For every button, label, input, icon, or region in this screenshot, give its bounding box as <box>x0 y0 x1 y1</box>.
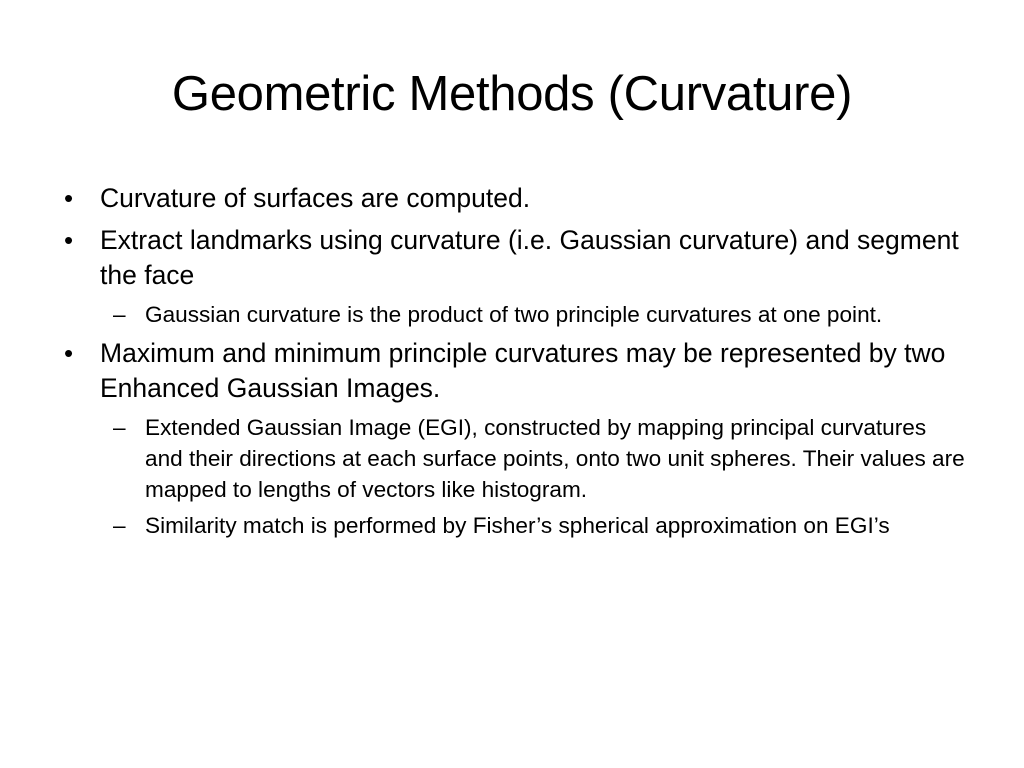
bullet-dot-icon: • <box>64 338 74 368</box>
sub-bullet-item <box>60 299 970 330</box>
bullet-list <box>60 181 970 547</box>
sub-bullet-item <box>60 412 970 505</box>
bullet-text: Extract landmarks using curvature (i.e. Gaussian curvature) and segment the face <box>100 225 959 290</box>
bullet-text: Curvature of surfaces are computed. <box>100 183 531 213</box>
bullet-dot-icon: • <box>64 225 74 255</box>
bullet-item <box>60 181 970 216</box>
bullet-text: Maximum and minimum principle curvatures may be represented by two Enhanced Gaussian Images. <box>100 338 946 403</box>
sub-bullet-text: Extended Gaussian Image (EGI), constructed by mapping principal curvatures and their directions at each surface points, onto two unit spheres. Their values are mapped to lengths of vectors like histogram. <box>145 415 965 502</box>
sub-bullet-text: Similarity match is performed by Fisher’s spherical approximation on EGI’s <box>145 513 890 538</box>
bullet-dot-icon: • <box>64 183 74 213</box>
slide-title: Geometric Methods (Curvature) <box>171 67 853 121</box>
sub-bullet-item <box>60 510 970 541</box>
bullet-item <box>60 336 970 406</box>
sub-bullet-text: Gaussian curvature is the product of two principle curvatures at one point. <box>145 302 883 327</box>
bullet-item <box>60 223 970 293</box>
sub-bullet-dash-icon: – <box>113 415 126 440</box>
sub-bullet-dash-icon: – <box>113 302 126 327</box>
sub-bullet-dash-icon: – <box>113 513 126 538</box>
